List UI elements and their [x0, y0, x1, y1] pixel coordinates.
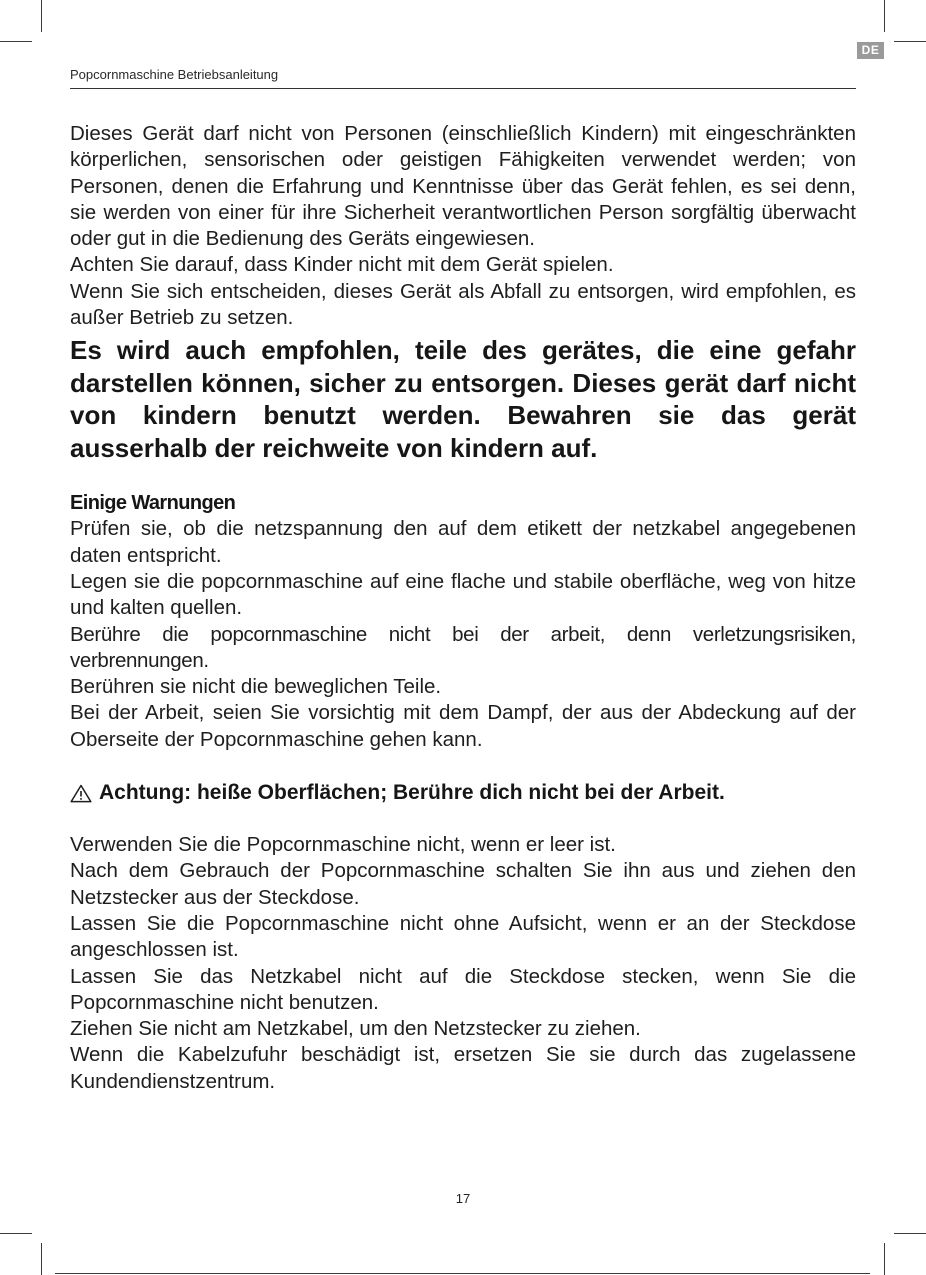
header-rule: [70, 88, 856, 89]
warning-item: Berühren sie nicht die beweglichen Teile.: [70, 675, 442, 699]
spacer: [70, 753, 856, 779]
page-number: 17: [455, 1191, 471, 1206]
spacer: [70, 806, 856, 832]
warning-item: Bei der Arbeit, seien Sie vorsichtig mit dem Dampf, der aus der Abdeckung auf der Oberseite der Popcornmaschine gehen kann.: [70, 701, 856, 751]
intro-paragraph: Wenn Sie sich entscheiden, dieses Gerät als Abfall zu entsorgen, wird empfohlen, es außer Betrieb zu setzen.: [70, 279, 856, 330]
crop-mark: [41, 1243, 42, 1275]
usage-item: Wenn die Kabelzufuhr beschädigt ist, ersetzen Sie sie durch das zugelassene Kundendienstzentrum.: [70, 1043, 856, 1093]
usage-item: Lassen Sie das Netzkabel nicht auf die Steckdose stecken, wenn Sie die Popcornmaschine nicht benutzen.: [70, 964, 856, 1014]
caution-text: Achtung: heiße Oberflächen; Berühre dich nicht bei der Arbeit.: [99, 781, 725, 805]
section-title: Einige Warnungen: [70, 492, 236, 515]
page-content: [70, 121, 856, 1095]
crop-mark: [894, 1233, 926, 1234]
bottom-trim-line: [55, 1273, 870, 1274]
warning-triangle-icon: [70, 784, 92, 803]
usage-item: Ziehen Sie nicht am Netzkabel, um den Netzstecker zu ziehen.: [70, 1017, 641, 1041]
crop-mark: [894, 41, 926, 42]
usage-item: Nach dem Gebrauch der Popcornmaschine schalten Sie ihn aus und ziehen den Netzstecker aus der Steckdose.: [70, 859, 856, 909]
usage-item: Verwenden Sie die Popcornmaschine nicht, wenn er leer ist.: [70, 833, 616, 857]
crop-mark: [0, 1233, 32, 1234]
intro-paragraph: Achten Sie darauf, dass Kinder nicht mit dem Gerät spielen.: [70, 253, 614, 277]
warning-item: Legen sie die popcornmaschine auf eine flache und stabile oberfläche, weg von hitze und kalten quellen.: [70, 569, 856, 620]
crop-mark: [41, 0, 42, 32]
crop-mark: [884, 1243, 885, 1275]
intro-paragraph: Dieses Gerät darf nicht von Personen (einschließlich Kindern) mit eingeschränkten körperlichen, sensorischen oder geistigen Fähigkeiten verwendet werden; von Personen, denen die Erfahrung und Kenntnisse über das Gerät fehlen, es sei denn, sie werden von einer für ihre Sicherheit verantwortlichen Person sorgfältig überwacht oder gut in die Bedienung des Geräts eingewiesen.: [70, 122, 856, 251]
crop-mark: [884, 0, 885, 32]
language-badge: DE: [857, 42, 884, 59]
usage-item: Lassen Sie die Popcornmaschine nicht ohne Aufsicht, wenn er an der Steckdose angeschlossen ist.: [70, 911, 856, 962]
warning-item: Prüfen sie, ob die netzspannung den auf dem etikett der netzkabel angegebenen daten entspricht.: [70, 517, 856, 567]
crop-mark: [0, 41, 32, 42]
caution-notice: [70, 779, 856, 806]
header-title: Popcornmaschine Betriebsanleitung: [70, 67, 279, 82]
warning-item: Berühre die popcornmaschine nicht bei der arbeit, denn verletzungsrisiken, verbrennungen.: [70, 622, 856, 672]
bold-safety-notice: Es wird auch empfohlen, teile des gerätes, die eine gefahr darstellen können, sicher zu entsorgen. Dieses gerät darf nicht von kindern benutzt werden. Bewahren sie das gerät ausserhalb der reichweite von kindern auf.: [70, 335, 856, 463]
